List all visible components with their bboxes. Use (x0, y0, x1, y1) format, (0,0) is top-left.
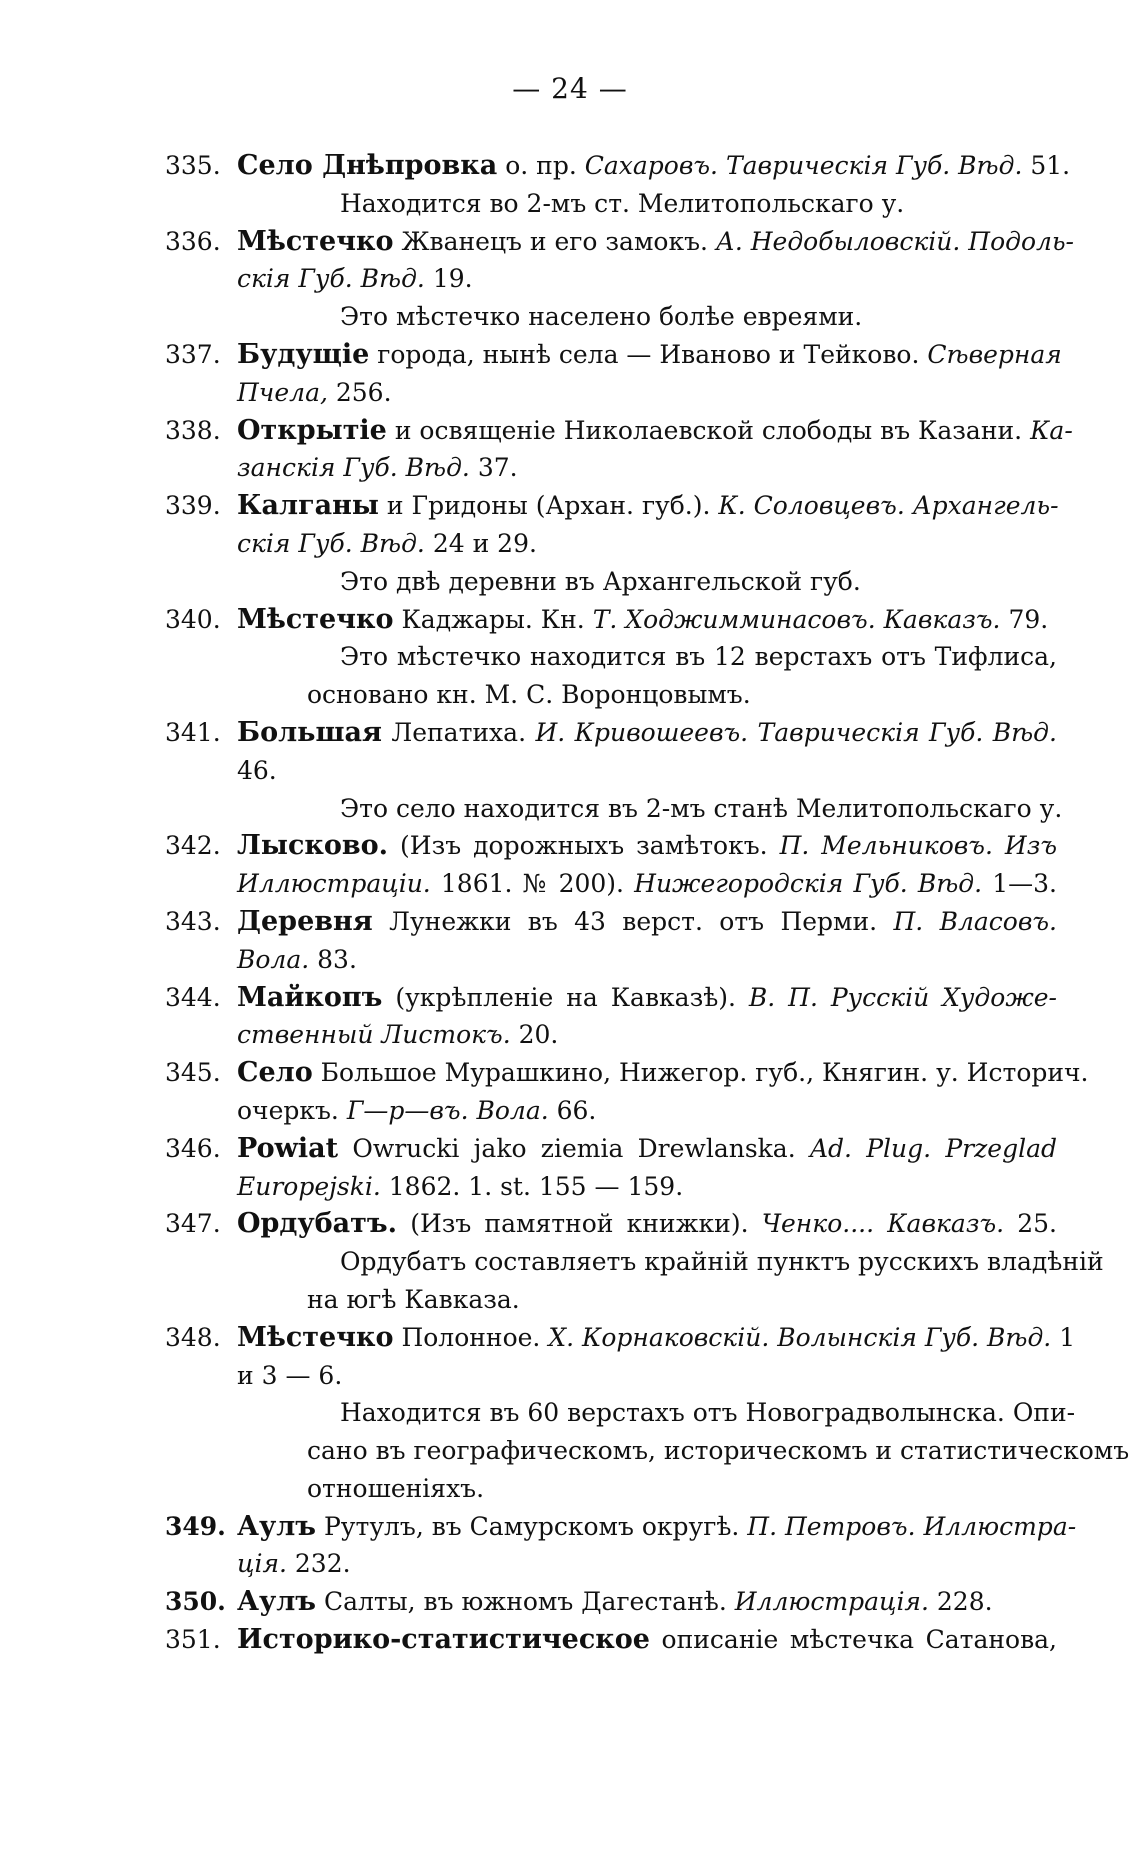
entry-number: 349. (165, 1511, 226, 1541)
entry-text: о. пр. (505, 151, 577, 180)
entry-source-cont: ственный Листокъ. (237, 1020, 511, 1050)
entry-source: Иллюстрація. (734, 1587, 929, 1617)
entry-347 (165, 1205, 1104, 1318)
entry-number: 350. (165, 1587, 226, 1617)
entry-text: Лепатиха. (391, 717, 527, 747)
entry-number: 335. (165, 151, 221, 180)
entry-number: 337. (165, 339, 221, 369)
entry-337 (165, 336, 1062, 412)
entry-335 (165, 147, 1071, 223)
entry-source-cont: Пчела, (237, 377, 328, 407)
entry-source-cont: ція. (237, 1549, 287, 1579)
entry-issue: 1862. 1. st. 155 — 159. (388, 1171, 684, 1201)
entry-lead: Powiat (237, 1132, 339, 1164)
entry-source-cont: Иллюстраціи. (237, 869, 431, 899)
entry-text: города, нынѣ села — Иваново и Тейково. (377, 339, 920, 369)
entry-lead: Открытіе (237, 414, 387, 446)
entry-lead: Ордубатъ. (237, 1208, 398, 1240)
entry-issue: 66. (556, 1095, 597, 1125)
entry-issue: 1 (1059, 1322, 1076, 1352)
entry-number: 348. (165, 1322, 221, 1352)
entry-text: Большое Мурашкино, Нижегор. губ., Княгин. у. Историч. (320, 1058, 1089, 1088)
entry-source: Ченко.... Кавказъ. (761, 1209, 1005, 1239)
entry-note-cont: основано кн. М. С. Воронцовымъ. (307, 680, 751, 710)
entry-341 (165, 714, 1063, 827)
entry-lead: Мѣстечко (237, 1321, 394, 1353)
entry-issue: 25. (1017, 1209, 1057, 1239)
entry-342 (165, 827, 1057, 903)
entry-source: К. Соловцевъ. Архангель- (718, 491, 1059, 521)
entry-lead: Лысково. (237, 830, 389, 862)
entry-number: 341. (165, 717, 221, 747)
entry-note: Это двѣ деревни въ Архангельской губ. (340, 566, 861, 596)
entry-345 (165, 1054, 1089, 1130)
entry-text: (Изъ дорожныхъ замѣтокъ. (400, 831, 768, 861)
entry-351 (165, 1621, 1057, 1659)
entry-text: Каджары. Кн. (401, 604, 585, 634)
entry-issue: 228. (936, 1587, 993, 1617)
entry-source: Сахаровъ. Таврическія Губ. Вѣд. (584, 151, 1023, 180)
entry-source: Т. Ходжимминасовъ. Кавказъ. (592, 604, 1001, 634)
entry-issue-2: 1—3. (992, 869, 1057, 899)
entry-350 (165, 1583, 1057, 1621)
entry-348 (165, 1319, 1130, 1508)
entry-source: П. Мельниковъ. Изъ (779, 831, 1057, 861)
entry-number: 345. (165, 1058, 221, 1088)
entry-344 (165, 979, 1057, 1055)
entry-source: Х. Корнаковскій. Волынскія Губ. Вѣд. (548, 1322, 1052, 1352)
entry-336 (165, 223, 1074, 336)
entry-343 (165, 903, 1057, 979)
entry-lead: Мѣстечко (237, 603, 394, 635)
entry-text: и Гридоны (Архан. губ.). (386, 491, 711, 521)
entry-note: Это село находится въ 2-мъ станѣ Мелитопольскаго у. (340, 793, 1063, 823)
entry-338 (165, 412, 1073, 488)
entry-text: Салты, въ южномъ Дагестанѣ. (323, 1587, 727, 1617)
entry-issue: 1861. № 200). (440, 869, 624, 899)
entry-note: Ордубатъ составляетъ крайній пунктъ русскихъ владѣній (340, 1247, 1104, 1277)
entry-text: Owrucki jako ziemia Drewlanska. (352, 1133, 796, 1163)
entry-346 (165, 1130, 1057, 1206)
entry-lead: Аулъ (237, 1510, 317, 1542)
entry-lead: Калганы (237, 490, 379, 522)
entry-number: 343. (165, 906, 221, 936)
page-number: — 24 — (512, 72, 628, 105)
entry-issue: 24 и 29. (432, 528, 537, 558)
entry-list (165, 147, 1130, 1659)
entry-text: Лунежки въ 43 верст. отъ Перми. (389, 906, 878, 936)
entry-text: и освященіе Николаевской слободы въ Казани. (394, 415, 1023, 445)
entry-lead: Аулъ (237, 1586, 317, 1618)
entry-number: 342. (165, 831, 221, 861)
entry-source-cont: занскія Губ. Вѣд. (237, 453, 470, 483)
entry-note-cont: на югѣ Кавказа. (307, 1284, 520, 1314)
entry-source-cont: Вола. (237, 944, 310, 974)
entry-note-cont-2: отношеніяхъ. (307, 1473, 485, 1503)
entry-issue: 20. (518, 1020, 559, 1050)
entry-source: П. Власовъ. (893, 906, 1058, 936)
entry-issue: 79. (1008, 604, 1049, 634)
entry-text: Жванецъ и его замокъ. (401, 226, 708, 256)
entry-text: (Изъ памятной книжки). (410, 1209, 749, 1239)
entry-source: Ad. Plug. Przeglad (809, 1133, 1057, 1163)
entry-issue: 83. (317, 944, 357, 974)
entry-source: Ка- (1030, 415, 1073, 445)
entry-lead: Будущіе (237, 338, 370, 370)
entry-text-cont: очеркъ. (237, 1095, 339, 1125)
entry-issue: 232. (294, 1549, 351, 1579)
entry-source-2: Нижегородскія Губ. Вѣд. (634, 869, 983, 899)
entry-source: Сѣверная (927, 339, 1062, 369)
entry-lead: Деревня (237, 905, 373, 937)
entry-number: 339. (165, 491, 221, 521)
entry-source: Г—р—въ. Вола. (346, 1095, 549, 1125)
entry-issue: 51. (1030, 151, 1071, 180)
entry-text: Рутулъ, въ Самурскомъ округѣ. (323, 1511, 740, 1541)
entry-note: Это мѣстечко населено болѣе евреями. (340, 302, 863, 332)
entry-issue: 37. (477, 453, 518, 483)
entry-source: П. Петровъ. Иллюстра- (747, 1511, 1077, 1541)
entry-source: В. П. Русскій Художе- (748, 982, 1057, 1012)
entry-lead: Майкопъ (237, 981, 383, 1013)
entry-note-cont: сано въ географическомъ, историческомъ и статистическомъ (307, 1436, 1130, 1466)
entry-text: описаніе мѣстечка Сатанова, (661, 1625, 1057, 1655)
entry-note: Это мѣстечко находится въ 12 верстахъ отъ Тифлиса, (340, 642, 1057, 672)
entry-issue: 46. (237, 755, 277, 785)
entry-number: 336. (165, 226, 221, 256)
entry-text: (укрѣпленіе на Кавказѣ). (395, 982, 736, 1012)
entry-lead: Село Днѣпровка (237, 150, 498, 181)
entry-number: 344. (165, 982, 221, 1012)
entry-issue: 256. (335, 377, 392, 407)
entry-339 (165, 487, 1057, 600)
entry-number: 347. (165, 1209, 221, 1239)
entry-source-cont: Europejski. (237, 1171, 381, 1201)
entry-349 (165, 1508, 1077, 1584)
entry-lead: Село (237, 1057, 313, 1089)
entry-issue: 19. (432, 264, 473, 294)
entry-text: Полонное. (401, 1322, 541, 1352)
entry-number: 346. (165, 1133, 221, 1163)
entry-source: И. Кривошеевъ. Таврическія Губ. Вѣд. (535, 717, 1057, 747)
entry-lead: Мѣстечко (237, 225, 394, 257)
entry-number: 351. (165, 1625, 221, 1655)
entry-number: 340. (165, 604, 221, 634)
entry-source-cont: скія Губ. Вѣд. (237, 264, 425, 294)
entry-340 (165, 601, 1057, 714)
entry-source: А. Недобыловскій. Подоль- (715, 226, 1074, 256)
entry-note: Находится во 2-мъ ст. Мелитопольскаго у. (340, 188, 905, 218)
entry-lead: Большая (237, 716, 382, 748)
entry-lead: Историко-статистическое (237, 1624, 650, 1656)
entry-number: 338. (165, 415, 221, 445)
entry-issue-cont: и 3 — 6. (237, 1360, 343, 1390)
entry-source-cont: скія Губ. Вѣд. (237, 528, 425, 558)
entry-note: Находится въ 60 верстахъ отъ Новоградволынска. Опи- (340, 1398, 1076, 1428)
